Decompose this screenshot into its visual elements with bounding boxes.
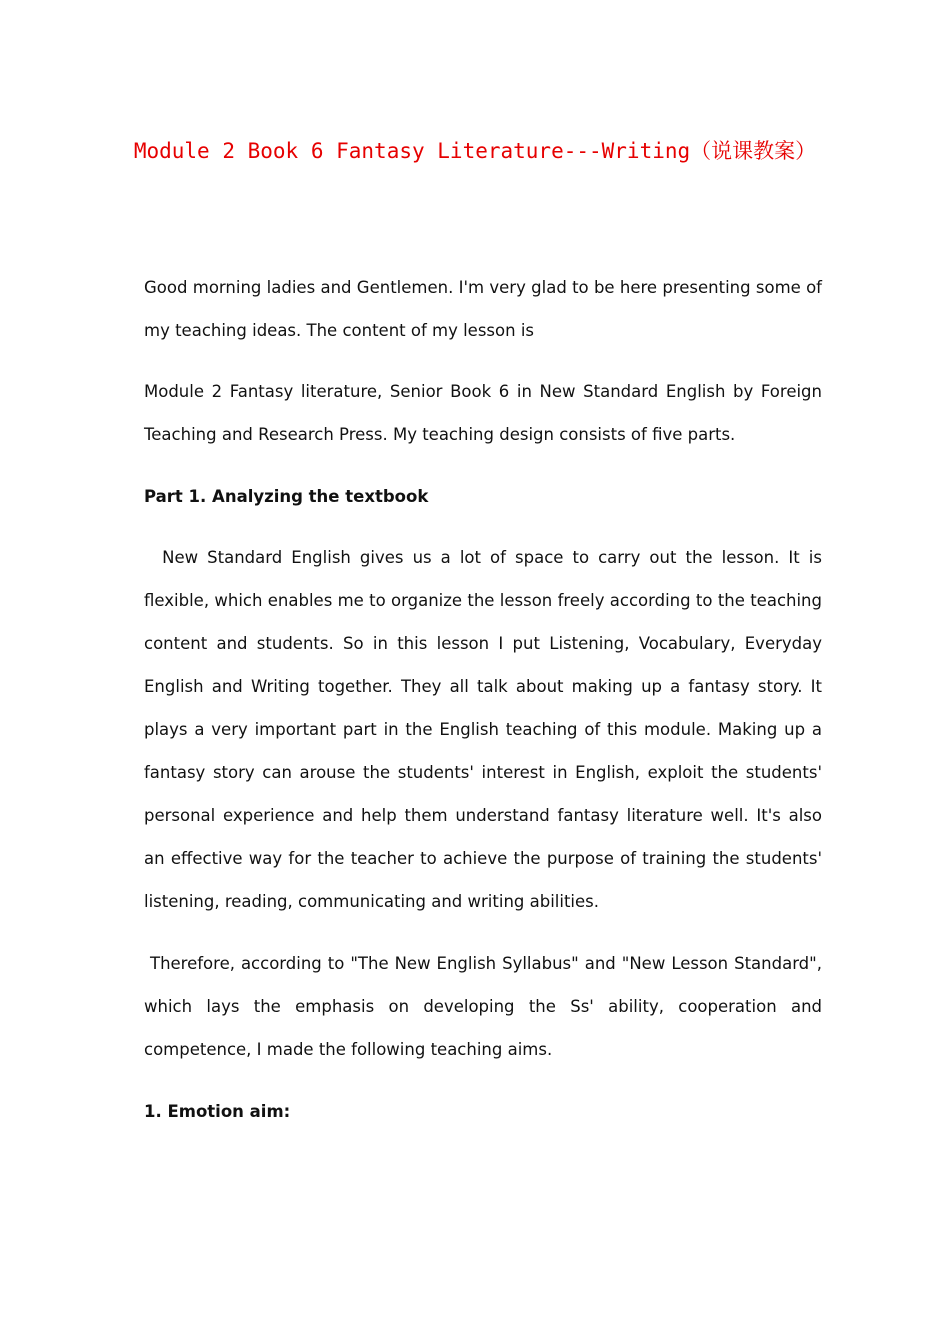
intro-paragraph: Good morning ladies and Gentlemen. I'm very glad to be here presenting some of my teaching ideas. The content of my lesson is	[144, 278, 822, 340]
content-paragraph: Module 2 Fantasy literature, Senior Book 6 in New Standard English by Foreign Teaching and Research Press. My teaching design consists of five parts.	[144, 382, 822, 444]
section-heading-emotion-aim: 1. Emotion aim:	[144, 1102, 291, 1121]
aims-intro-paragraph: Therefore, according to "The New English Syllabus" and "New Lesson Standard", which lays the emphasis on developing the Ss' ability, cooperation and competence, I made the following teaching aims.	[144, 954, 828, 1059]
document-title: Module 2 Book 6 Fantasy Literature---Writing（说课教案）	[133, 139, 817, 163]
section-heading-part1: Part 1. Analyzing the textbook	[144, 487, 429, 506]
analysis-paragraph: New Standard English gives us a lot of space to carry out the lesson. It is flexible, which enables me to organize the lesson freely according to the teaching content and students. So in this lesson I put Listening, Vocabulary, Everyday English and Writing together. They all talk about making up a fantasy story. It plays a very important part in the English teaching of this module. Making up a fantasy story can arouse the students' interest in English, exploit the students' personal experience and help them understand fantasy literature well. It's also an effective way for the teacher to achieve the purpose of training the students' listening, reading, communicating and writing abilities.	[144, 548, 828, 911]
